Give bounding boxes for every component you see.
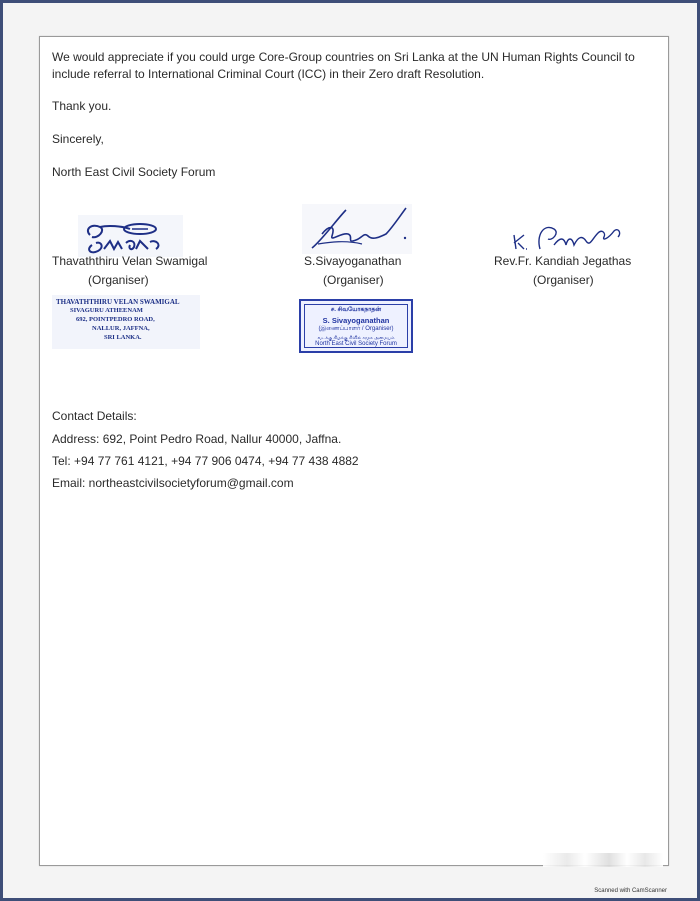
contact-heading: Contact Details: bbox=[52, 409, 137, 423]
contact-email: Email: northeastcivilsocietyforum@gmail.com bbox=[52, 476, 294, 490]
stamp-velan: THAVATHTHIRU VELAN SWAMIGAL SIVAGURU ATHEENAM 692, POINTPEDRO ROAD, NALLUR, JAFFNA, SRI LANKA. bbox=[52, 295, 200, 349]
scanner-watermark: Scanned with CamScanner bbox=[594, 888, 667, 894]
scanned-sheet bbox=[3, 3, 697, 898]
contact-address: Address: 692, Point Pedro Road, Nallur 40000, Jaffna. bbox=[52, 432, 342, 446]
signatory-2-role: (Organiser) bbox=[323, 273, 384, 287]
signatory-3-role: (Organiser) bbox=[533, 273, 594, 287]
stamp-sivayoganathan: ச. சிவயோகநாதன் S. Sivayoganathan (இணைப்பாளர் / Organiser) வடக்கு கிழக்கு சிவில் சமூக அமையம் North East Civil Society Forum bbox=[299, 299, 413, 353]
signature-sivayoganathan bbox=[302, 204, 412, 254]
signature-jegathas bbox=[510, 215, 628, 255]
contact-tel: Tel: +94 77 761 4121, +94 77 906 0474, +94 77 438 4882 bbox=[52, 454, 359, 468]
letter-page bbox=[39, 36, 669, 866]
organization-line: North East Civil Society Forum bbox=[52, 165, 216, 179]
request-paragraph: We would appreciate if you could urge Core-Group countries on Sri Lanka at the UN Human Rights Council to include referral to International Criminal Court (ICC) in their Zero draft Resolution. bbox=[52, 50, 635, 81]
signatory-1-name: Thavaththiru Velan Swamigal bbox=[52, 254, 208, 268]
thanks-line: Thank you. bbox=[52, 99, 112, 113]
letter-body bbox=[52, 49, 652, 83]
signatory-1-role: (Organiser) bbox=[88, 273, 149, 287]
signatory-3-name: Rev.Fr. Kandiah Jegathas bbox=[494, 254, 632, 268]
signature-velan bbox=[78, 215, 183, 257]
closing-line: Sincerely, bbox=[52, 132, 104, 146]
scan-artifact bbox=[543, 853, 663, 867]
signatory-2-name: S.Sivayoganathan bbox=[304, 254, 402, 268]
